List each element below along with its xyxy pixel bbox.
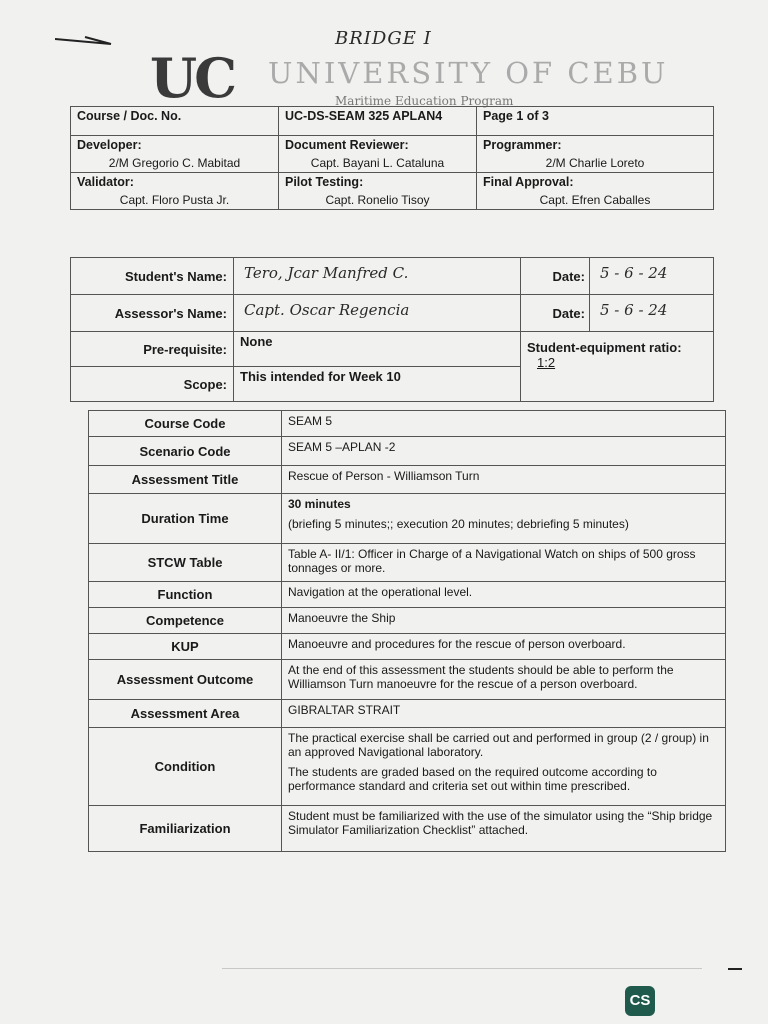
assessment-row-label: Familiarization — [89, 806, 282, 852]
university-logo: UC — [150, 46, 235, 110]
pilot-label: Pilot Testing: — [285, 175, 364, 189]
assessment-row-label: STCW Table — [89, 544, 282, 582]
assessment-row-label: Function — [89, 582, 282, 608]
assessment-row-label: Assessment Outcome — [89, 660, 282, 700]
student-name-value: Tero, Jcar Manfred C. — [234, 258, 521, 295]
assessment-row-label: Condition — [89, 728, 282, 806]
pilot-cell — [279, 173, 477, 210]
assessment-value-line: 30 minutes — [288, 497, 351, 511]
assessment-row-label: Assessment Title — [89, 466, 282, 494]
reviewer-label: Document Reviewer: — [285, 138, 409, 152]
assessment-row-value — [282, 466, 726, 494]
assessment-row — [89, 634, 726, 660]
course-doc-label: Course / Doc. No. — [71, 107, 279, 136]
assessment-row-label: Scenario Code — [89, 437, 282, 466]
approval-cell — [477, 173, 714, 210]
assessment-value-line: Student must be familiarized with the use of the simulator using the “Ship bridge Simulator Familiarization Checklist” attached. — [288, 809, 713, 837]
assessment-row-value — [282, 806, 726, 852]
assessment-row — [89, 437, 726, 466]
assessment-row-value — [282, 494, 726, 544]
student-name-label: Student's Name: — [71, 258, 234, 295]
prerequisite-value: None — [234, 332, 521, 367]
assessment-value-line: Navigation at the operational level. — [288, 585, 473, 599]
assessment-row-value — [282, 608, 726, 634]
scope-value: This intended for Week 10 — [234, 367, 521, 402]
assessment-row-label: Duration Time — [89, 494, 282, 544]
assessor-name-label: Assessor's Name: — [71, 295, 234, 332]
ratio-cell — [521, 332, 714, 402]
assessment-row-label: KUP — [89, 634, 282, 660]
pilot-value: Capt. Ronelio Tisoy — [325, 193, 430, 207]
assessment-row-value — [282, 700, 726, 728]
assessment-value-line: The practical exercise shall be carried out and performed in group (2 / group) in an approved Navigational laboratory. — [288, 731, 709, 759]
student-info-table — [70, 257, 714, 402]
assessment-row — [89, 494, 726, 544]
assessment-row — [89, 728, 726, 806]
validator-value: Capt. Floro Pusta Jr. — [119, 193, 230, 207]
assessment-value-line: Manoeuvre the Ship — [288, 611, 396, 625]
reviewer-cell — [279, 136, 477, 173]
handwritten-title: BRIDGE I — [335, 28, 432, 49]
scope-label: Scope: — [71, 367, 234, 402]
developer-value: 2/M Gregorio C. Mabitad — [108, 156, 241, 170]
assessment-row-label: Assessment Area — [89, 700, 282, 728]
camscanner-badge: CS — [625, 986, 655, 1016]
validator-cell — [71, 173, 279, 210]
page-label: Page 1 of 3 — [477, 107, 714, 136]
assessor-date-value: 5 - 6 - 24 — [590, 295, 714, 332]
assessment-row-value — [282, 728, 726, 806]
assessment-value-line: (briefing 5 minutes;; execution 20 minutes; debriefing 5 minutes) — [288, 517, 629, 531]
assessment-row-label: Competence — [89, 608, 282, 634]
assessment-value-line: Rescue of Person - Williamson Turn — [288, 469, 480, 483]
developer-label: Developer: — [77, 138, 142, 152]
document-info-table — [70, 106, 714, 210]
student-date-value: 5 - 6 - 24 — [590, 258, 714, 295]
assessment-row-value — [282, 411, 726, 437]
assessment-row — [89, 582, 726, 608]
ratio-label: Student-equipment ratio: — [527, 340, 682, 355]
assessment-value-line: The students are graded based on the required outcome according to performance standard and criteria set out within time prescribed. — [288, 765, 657, 793]
assessment-row — [89, 608, 726, 634]
assessment-table-body — [89, 411, 726, 852]
assessment-row-label: Course Code — [89, 411, 282, 437]
developer-cell — [71, 136, 279, 173]
assessment-value-line: GIBRALTAR STRAIT — [288, 703, 401, 717]
programmer-cell — [477, 136, 714, 173]
assessment-row-value — [282, 660, 726, 700]
prerequisite-label: Pre-requisite: — [71, 332, 234, 367]
assessment-row-value — [282, 582, 726, 608]
assessment-row-value — [282, 437, 726, 466]
assessment-value-line: Table A- II/1: Officer in Charge of a Navigational Watch on ships of 500 gross tonnages or more. — [288, 547, 696, 575]
assessment-row — [89, 660, 726, 700]
programmer-value: 2/M Charlie Loreto — [545, 156, 645, 170]
assessment-value-line: SEAM 5 — [288, 414, 333, 428]
validator-label: Validator: — [77, 175, 134, 189]
assessment-row — [89, 806, 726, 852]
reviewer-value: Capt. Bayani L. Cataluna — [310, 156, 445, 170]
course-doc-value: UC-DS-SEAM 325 APLAN4 — [279, 107, 477, 136]
assessment-table — [88, 410, 726, 852]
approval-value: Capt. Efren Caballes — [539, 193, 651, 207]
approval-label: Final Approval: — [483, 175, 574, 189]
assessment-row — [89, 544, 726, 582]
pen-stroke-mark — [55, 36, 113, 46]
assessment-value-line: Manoeuvre and procedures for the rescue of person overboard. — [288, 637, 626, 651]
assessment-row-value — [282, 544, 726, 582]
assessment-row — [89, 700, 726, 728]
ratio-value: 1:2 — [537, 355, 556, 370]
assessment-value-line: At the end of this assessment the students should be able to perform the Williamson Turn manoeuvre for the rescue of a person overboard. — [288, 663, 674, 691]
assessment-row — [89, 411, 726, 437]
bottom-dash-mark — [728, 968, 742, 970]
assessment-row — [89, 466, 726, 494]
programmer-label: Programmer: — [483, 138, 562, 152]
assessor-name-value: Capt. Oscar Regencia — [234, 295, 521, 332]
assessor-date-label: Date: — [521, 295, 590, 332]
program-name: Maritime Education Program — [335, 94, 514, 108]
university-name: UNIVERSITY OF CEBU — [268, 56, 669, 90]
student-date-label: Date: — [521, 258, 590, 295]
assessment-value-line: SEAM 5 –APLAN -2 — [288, 440, 396, 454]
bottom-rule — [222, 968, 702, 969]
assessment-row-value — [282, 634, 726, 660]
